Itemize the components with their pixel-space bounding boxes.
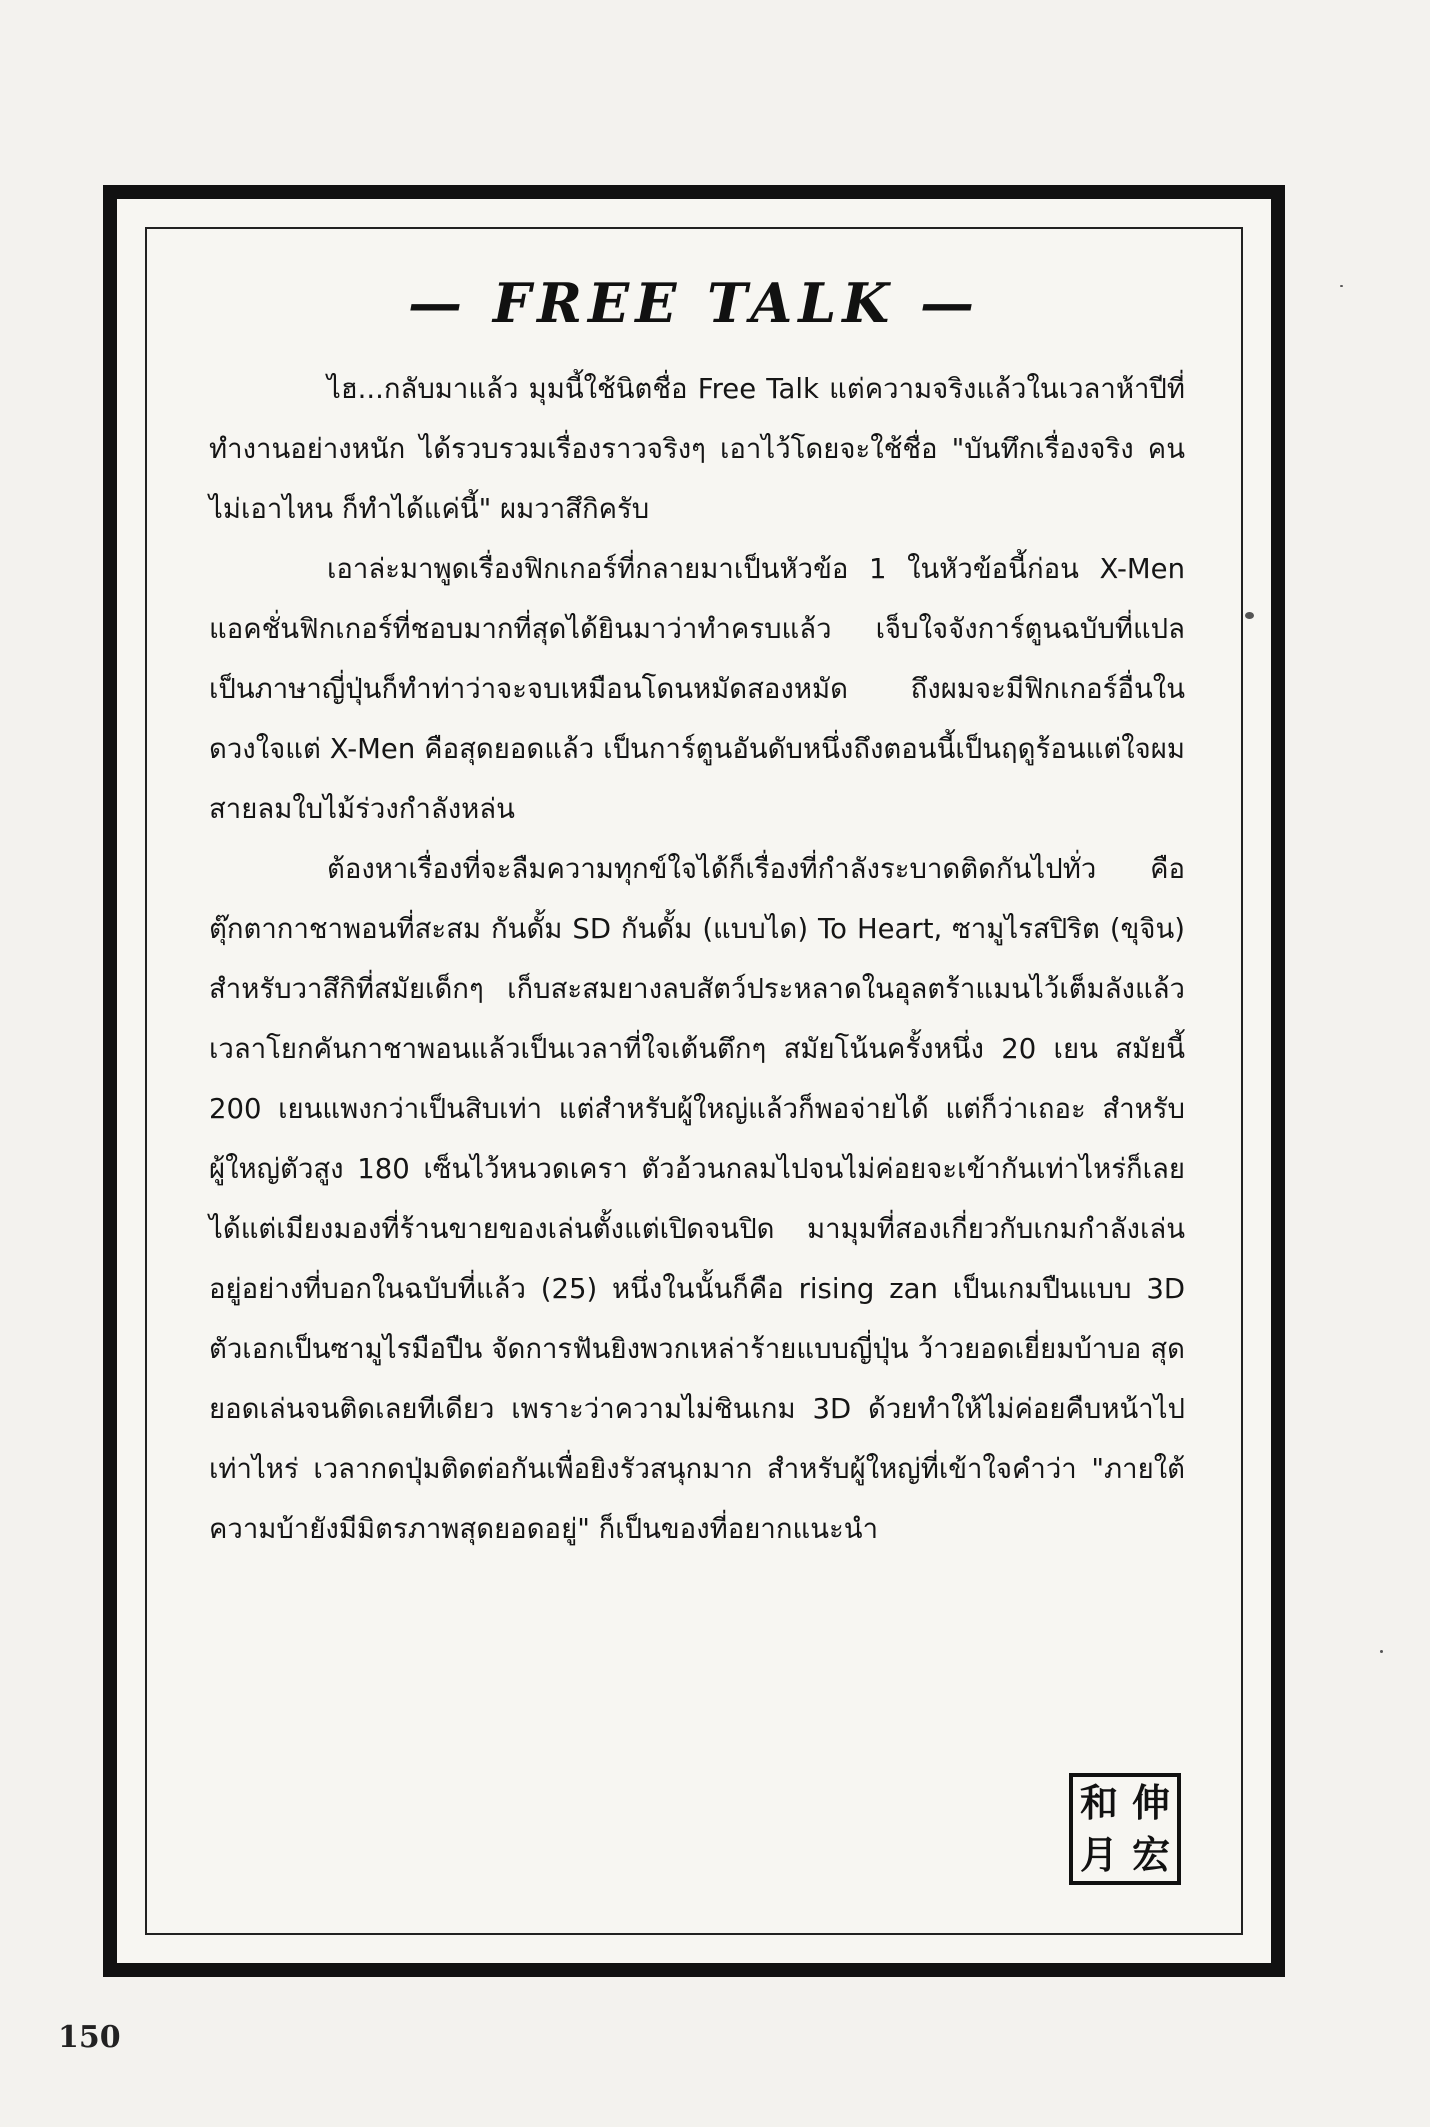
paragraph-1: ไฮ...กลับมาแล้ว มุมนี้ใช้นิตชื่อ Free Talk แต่ความจริงแล้วในเวลาห้าปีที่ทำงานอย่างหนัก ได้รวบรวมเรื่องราวจริงๆ เอาไว้โดยจะใช้ชื่อ "บันทึกเรื่องจริง คนไม่เอาไหน ก็ทำได้แค่นี้" ผมวาสึกิครับ	[209, 373, 1185, 525]
scan-speck	[1245, 612, 1254, 619]
scan-speck	[1340, 285, 1343, 287]
paragraph-2: เอาล่ะมาพูดเรื่องฟิกเกอร์ที่กลายมาเป็นหัวข้อ 1 ในหัวข้อนี้ก่อน X-Men แอคชั่นฟิกเกอร์ที่ชอบมากที่สุดได้ยินมาว่าทำครบแล้ว เจ็บใจจังการ์ตูนฉบับที่แปลเป็นภาษาญี่ปุ่นก็ทำท่าว่าจะจบเหมือนโดนหมัดสองหมัด ถึงผมจะมีฟิกเกอร์อื่นในดวงใจแต่ X-Men คือสุดยอดแล้ว เป็นการ์ตูนอันดับหนึ่งถึงตอนนี้เป็นฤดูร้อนแต่ใจผมสายลมใบไม้ร่วงกำลังหล่น	[209, 553, 1185, 825]
author-seal-stamp	[1069, 1773, 1181, 1885]
scan-speck	[1380, 1650, 1383, 1653]
seal-char: 月	[1079, 1832, 1118, 1877]
seal-char: 和	[1079, 1780, 1118, 1825]
article-body	[209, 359, 1185, 1559]
page-inner-border	[145, 227, 1243, 1935]
seal-char: 伸	[1131, 1780, 1170, 1825]
page-border	[103, 185, 1285, 1977]
seal-char: 宏	[1131, 1832, 1170, 1877]
paragraph-3: ต้องหาเรื่องที่จะลืมความทุกข์ใจได้ก็เรื่องที่กำลังระบาดติดกันไปทั่ว คือตุ๊กตากาชาพอนที่สะสม กันดั้ม SD กันดั้ม (แบบได) To Heart, ซามูไรสปิริต (ขุจิน) สำหรับวาสึกิที่สมัยเด็กๆ เก็บสะสมยางลบสัตว์ประหลาดในอุลตร้าแมนไว้เต็มลังแล้ว เวลาโยกคันกาชาพอนแล้วเป็นเวลาที่ใจเต้นตึกๆ สมัยโน้นครั้งหนึ่ง 20 เยน สมัยนี้ 200 เยนแพงกว่าเป็นสิบเท่า แต่สำหรับผู้ใหญ่แล้วก็พอจ่ายได้ แต่ก็ว่าเถอะ สำหรับผู้ใหญ่ตัวสูง 180 เซ็นไว้หนวดเครา ตัวอ้วนกลมไปจนไม่ค่อยจะเข้ากันเท่าไหร่ก็เลยได้แต่เมียงมองที่ร้านขายของเล่นตั้งแต่เปิดจนปิด มามุมที่สองเกี่ยวกับเกมกำลังเล่นอยู่อย่างที่บอกในฉบับที่แล้ว (25) หนึ่งในนั้นก็คือ rising zan เป็นเกมปืนแบบ 3D ตัวเอกเป็นซามูไรมือปืน จัดการฟันยิงพวกเหล่าร้ายแบบญี่ปุ่น ว้าวยอดเยี่ยมบ้าบอ สุดยอดเล่นจนติดเลยทีเดียว เพราะว่าความไม่ชินเกม 3D ด้วยทำให้ไม่ค่อยคืบหน้าไปเท่าไหร่ เวลากดปุ่มติดต่อกันเพื่อยิงรัวสนุกมาก สำหรับผู้ใหญ่ที่เข้าใจคำว่า "ภายใต้ความบ้ายังมีมิตรภาพสุดยอดอยู่" ก็เป็นของที่อยากแนะนำ	[209, 853, 1185, 1545]
page-title: — FREE TALK —	[408, 271, 980, 335]
page-number: 150	[58, 2020, 121, 2055]
